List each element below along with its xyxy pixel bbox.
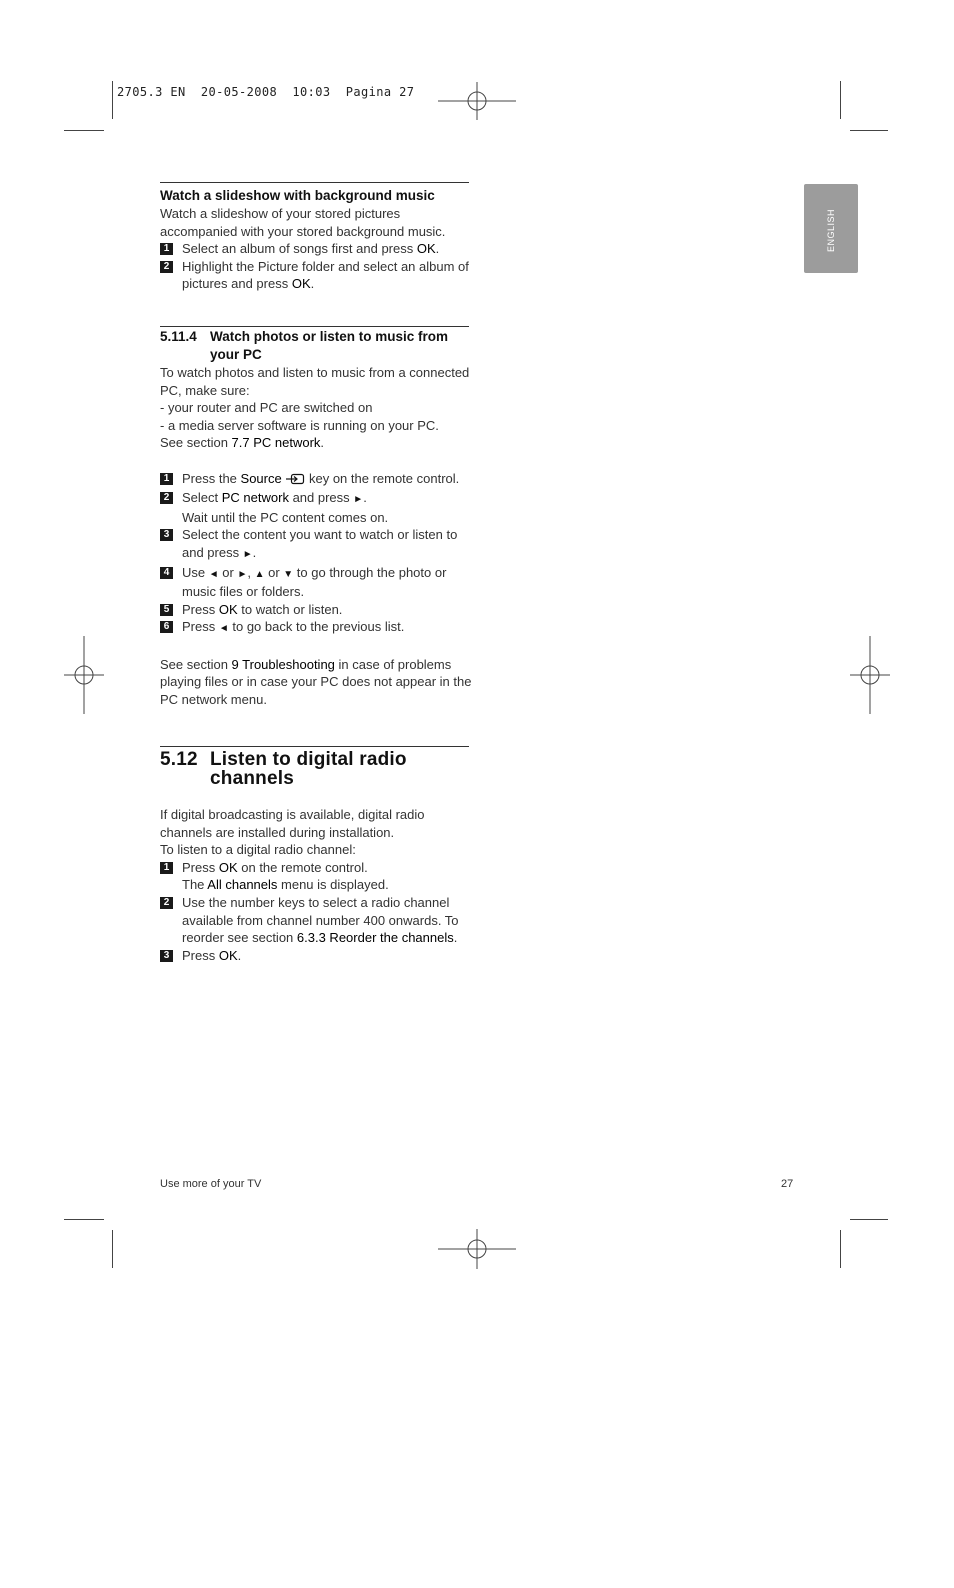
registration-mark-icon	[438, 62, 516, 140]
step-number: 1	[160, 473, 173, 485]
step-number: 1	[160, 862, 173, 874]
step-item: 4 Use ◄ or ►, ▲ or ▼ to go through the photo or music files or folders.	[160, 564, 472, 601]
step-number: 2	[160, 897, 173, 909]
right-arrow-icon: ►	[237, 568, 248, 580]
key-label: OK	[291, 276, 311, 292]
language-tab	[804, 184, 858, 273]
step-item: 3 Select the content you want to watch or listen to and press ►.	[160, 526, 472, 563]
registration-mark-icon	[850, 636, 890, 714]
step-number: 4	[160, 567, 173, 579]
left-arrow-icon: ◄	[208, 568, 219, 580]
step-item: 2 Select PC network and press ►. Wait until the PC content comes on.	[160, 489, 472, 526]
crop-mark	[112, 1230, 113, 1268]
left-arrow-icon: ◄	[218, 623, 229, 635]
step-item: 2 Highlight the Picture folder and select an album of pictures and press OK.	[160, 258, 472, 293]
section-title: Watch photos or listen to music from your PC	[210, 329, 449, 362]
section-reference: 7.7 PC network	[231, 435, 321, 451]
section-rule	[160, 326, 469, 327]
print-slug: 2705.3 EN 20-05-2008 10:03 Pagina 27	[117, 85, 415, 99]
footer-title: Use more of your TV	[160, 1178, 262, 1190]
key-label: Source	[240, 470, 282, 486]
radio-intro: If digital broadcasting is available, digital radio channels are installed during installation.	[160, 807, 425, 840]
slideshow-intro: Watch a slideshow of your stored pictures accompanied with your stored background music.	[160, 206, 446, 239]
up-arrow-icon: ▲	[254, 568, 265, 580]
slideshow-heading: Watch a slideshow with background music	[160, 188, 435, 203]
registration-mark-icon	[438, 1229, 516, 1269]
step-item: 1 Press OK on the remote control. The All channels menu is displayed.	[160, 859, 472, 894]
step-number: 5	[160, 604, 173, 616]
step-item: 6 Press ◄ to go back to the previous list.	[160, 618, 472, 638]
down-arrow-icon: ▼	[283, 568, 294, 580]
crop-mark	[850, 130, 888, 131]
key-label: OK	[416, 241, 436, 257]
key-label: OK	[218, 601, 238, 617]
page-number: 27	[781, 1178, 794, 1190]
key-label: OK	[218, 859, 238, 875]
section-title: Listen to digital radio channels	[210, 749, 407, 789]
section-rule	[160, 746, 469, 747]
registration-mark-icon	[64, 636, 104, 714]
key-label: OK	[218, 947, 238, 963]
step-number: 1	[160, 243, 173, 255]
pc-heading	[160, 328, 472, 364]
radio-intro-2: To listen to a digital radio channel:	[160, 842, 356, 858]
language-tab-label: ENGLISH	[826, 208, 836, 252]
see-section-note: See section 7.7 PC network.	[160, 435, 325, 451]
pc-section	[160, 326, 472, 708]
crop-mark	[850, 1219, 888, 1220]
pc-intro: To watch photos and listen to music from a connected PC, make sure:	[160, 365, 470, 398]
step-item: 5 Press OK to watch or listen.	[160, 601, 472, 619]
slideshow-section	[160, 182, 472, 293]
radio-section	[160, 746, 472, 964]
crop-mark	[64, 130, 104, 131]
step-number: 3	[160, 529, 173, 541]
crop-mark	[112, 81, 113, 119]
step-item: 2 Use the number keys to select a radio channel available from channel number 400 onwards. To reorder see section 6.3.3 Reorder the channels.	[160, 894, 472, 947]
section-reference: 9 Troubleshooting	[231, 656, 335, 672]
registration-mark-icon	[438, 1510, 516, 1588]
troubleshooting-note: See section 9 Troubleshooting in case of problems playing files or in case your PC does not appear in the PC network menu.	[160, 656, 472, 707]
section-reference: 6.3.3 Reorder the channels	[296, 930, 454, 946]
crop-mark	[64, 1219, 104, 1220]
crop-mark	[840, 81, 841, 119]
pc-bullet: - your router and PC are switched on	[160, 400, 373, 416]
section-number: 5.12	[160, 749, 198, 770]
step-item: 1 Press the Source key on the remote control.	[160, 470, 472, 490]
crop-mark	[840, 1230, 841, 1268]
pc-bullet: - a media server software is running on your PC.	[160, 417, 439, 433]
source-icon	[285, 472, 305, 490]
right-arrow-icon: ►	[353, 494, 364, 506]
key-label: PC network	[221, 490, 289, 506]
step-number: 6	[160, 621, 173, 633]
step-number: 3	[160, 950, 173, 962]
step-number: 2	[160, 261, 173, 273]
section-rule	[160, 182, 469, 183]
right-arrow-icon: ►	[242, 548, 253, 560]
step-item: 3 Press OK.	[160, 947, 472, 965]
step-item: 1 Select an album of songs first and press OK.	[160, 240, 472, 258]
radio-heading	[160, 750, 472, 788]
section-number: 5.11.4	[160, 329, 197, 344]
menu-name: All channels	[207, 877, 278, 893]
step-number: 2	[160, 492, 173, 504]
